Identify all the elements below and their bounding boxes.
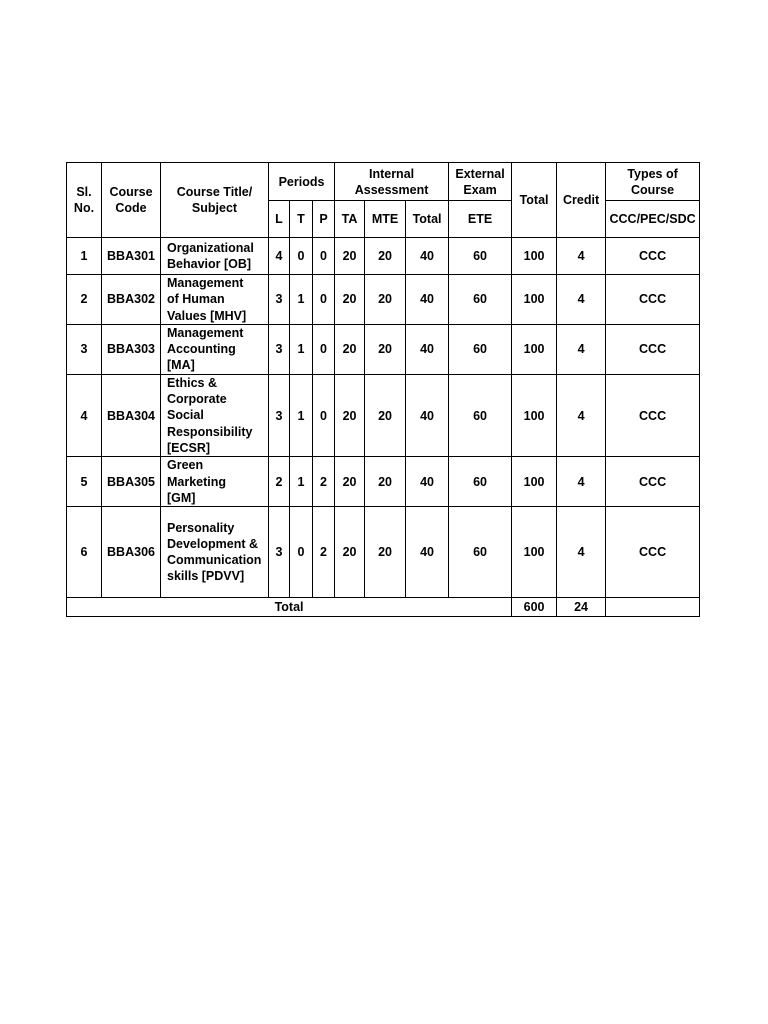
cell-ia-mte: 20 bbox=[365, 374, 406, 456]
header-row-top bbox=[67, 163, 700, 201]
cell-period-t: 1 bbox=[290, 374, 313, 456]
cell-period-t: 0 bbox=[290, 507, 313, 598]
cell-ia-total: 40 bbox=[406, 275, 449, 325]
table-row bbox=[67, 457, 700, 507]
cell-period-p: 2 bbox=[313, 507, 335, 598]
cell-ete: 60 bbox=[449, 238, 512, 275]
cell-course-code: BBA303 bbox=[102, 324, 161, 374]
cell-credit: 4 bbox=[557, 238, 606, 275]
header-course-types: CCC/PEC/SDC bbox=[606, 201, 700, 238]
cell-sl-no: 2 bbox=[67, 275, 102, 325]
cell-ia-total: 40 bbox=[406, 238, 449, 275]
cell-course-code: BBA301 bbox=[102, 238, 161, 275]
cell-total: 100 bbox=[512, 457, 557, 507]
cell-course-title: Green Marketing [GM] bbox=[161, 457, 269, 507]
table-row bbox=[67, 275, 700, 325]
cell-ete: 60 bbox=[449, 507, 512, 598]
cell-total: 100 bbox=[512, 507, 557, 598]
cell-period-l: 4 bbox=[269, 238, 290, 275]
cell-period-p: 0 bbox=[313, 374, 335, 456]
header-ia-mte: MTE bbox=[365, 201, 406, 238]
cell-ia-ta: 20 bbox=[335, 238, 365, 275]
cell-credit: 4 bbox=[557, 374, 606, 456]
cell-course-code: BBA305 bbox=[102, 457, 161, 507]
footer-total-label: Total bbox=[67, 598, 512, 617]
cell-course-title: Personality Development & Communication skills [PDVV] bbox=[161, 507, 269, 598]
header-internal-assessment: Internal Assessment bbox=[335, 163, 449, 201]
cell-ia-total: 40 bbox=[406, 507, 449, 598]
cell-course-type: CCC bbox=[606, 275, 700, 325]
cell-period-l: 3 bbox=[269, 324, 290, 374]
cell-period-l: 2 bbox=[269, 457, 290, 507]
footer-grand-total: 600 bbox=[512, 598, 557, 617]
table-row bbox=[67, 507, 700, 598]
footer-total-row bbox=[67, 598, 700, 617]
cell-sl-no: 4 bbox=[67, 374, 102, 456]
cell-course-type: CCC bbox=[606, 507, 700, 598]
cell-course-code: BBA306 bbox=[102, 507, 161, 598]
cell-ia-ta: 20 bbox=[335, 457, 365, 507]
cell-ia-total: 40 bbox=[406, 374, 449, 456]
cell-credit: 4 bbox=[557, 507, 606, 598]
cell-ete: 60 bbox=[449, 275, 512, 325]
header-periods: Periods bbox=[269, 163, 335, 201]
cell-course-type: CCC bbox=[606, 374, 700, 456]
header-sl-no: Sl. No. bbox=[67, 163, 102, 238]
header-ete: ETE bbox=[449, 201, 512, 238]
cell-credit: 4 bbox=[557, 324, 606, 374]
cell-course-title: Organizational Behavior [OB] bbox=[161, 238, 269, 275]
cell-course-title: Management of Human Values [MHV] bbox=[161, 275, 269, 325]
cell-course-code: BBA304 bbox=[102, 374, 161, 456]
cell-sl-no: 5 bbox=[67, 457, 102, 507]
course-scheme-table bbox=[66, 162, 700, 617]
cell-ia-mte: 20 bbox=[365, 275, 406, 325]
cell-course-title: Ethics & Corporate Social Responsibility [ECSR] bbox=[161, 374, 269, 456]
cell-ia-total: 40 bbox=[406, 324, 449, 374]
footer-course-type bbox=[606, 598, 700, 617]
cell-ia-ta: 20 bbox=[335, 507, 365, 598]
cell-total: 100 bbox=[512, 238, 557, 275]
header-period-l: L bbox=[269, 201, 290, 238]
cell-ia-mte: 20 bbox=[365, 238, 406, 275]
cell-period-p: 0 bbox=[313, 324, 335, 374]
cell-period-t: 0 bbox=[290, 238, 313, 275]
cell-period-p: 0 bbox=[313, 275, 335, 325]
cell-ia-mte: 20 bbox=[365, 324, 406, 374]
header-credit: Credit bbox=[557, 163, 606, 238]
cell-credit: 4 bbox=[557, 275, 606, 325]
cell-period-t: 1 bbox=[290, 275, 313, 325]
cell-ete: 60 bbox=[449, 457, 512, 507]
table-row bbox=[67, 238, 700, 275]
cell-period-p: 2 bbox=[313, 457, 335, 507]
header-course-code: Course Code bbox=[102, 163, 161, 238]
cell-ia-ta: 20 bbox=[335, 374, 365, 456]
cell-period-p: 0 bbox=[313, 238, 335, 275]
cell-ia-total: 40 bbox=[406, 457, 449, 507]
header-total: Total bbox=[512, 163, 557, 238]
cell-ia-mte: 20 bbox=[365, 507, 406, 598]
header-external-exam: External Exam bbox=[449, 163, 512, 201]
cell-ia-ta: 20 bbox=[335, 324, 365, 374]
cell-sl-no: 1 bbox=[67, 238, 102, 275]
header-period-t: T bbox=[290, 201, 313, 238]
cell-period-t: 1 bbox=[290, 324, 313, 374]
cell-course-title: Management Accounting [MA] bbox=[161, 324, 269, 374]
cell-period-l: 3 bbox=[269, 275, 290, 325]
cell-course-type: CCC bbox=[606, 238, 700, 275]
cell-ete: 60 bbox=[449, 324, 512, 374]
header-ia-total: Total bbox=[406, 201, 449, 238]
cell-sl-no: 3 bbox=[67, 324, 102, 374]
table-row bbox=[67, 324, 700, 374]
header-course-title: Course Title/ Subject bbox=[161, 163, 269, 238]
cell-period-l: 3 bbox=[269, 507, 290, 598]
header-ia-ta: TA bbox=[335, 201, 365, 238]
cell-total: 100 bbox=[512, 324, 557, 374]
cell-total: 100 bbox=[512, 374, 557, 456]
cell-credit: 4 bbox=[557, 457, 606, 507]
header-period-p: P bbox=[313, 201, 335, 238]
cell-ia-ta: 20 bbox=[335, 275, 365, 325]
cell-period-l: 3 bbox=[269, 374, 290, 456]
cell-course-type: CCC bbox=[606, 324, 700, 374]
cell-ete: 60 bbox=[449, 374, 512, 456]
footer-total-credit: 24 bbox=[557, 598, 606, 617]
cell-ia-mte: 20 bbox=[365, 457, 406, 507]
cell-total: 100 bbox=[512, 275, 557, 325]
cell-course-type: CCC bbox=[606, 457, 700, 507]
cell-sl-no: 6 bbox=[67, 507, 102, 598]
header-types-of-course: Types of Course bbox=[606, 163, 700, 201]
cell-period-t: 1 bbox=[290, 457, 313, 507]
cell-course-code: BBA302 bbox=[102, 275, 161, 325]
table-row bbox=[67, 374, 700, 456]
